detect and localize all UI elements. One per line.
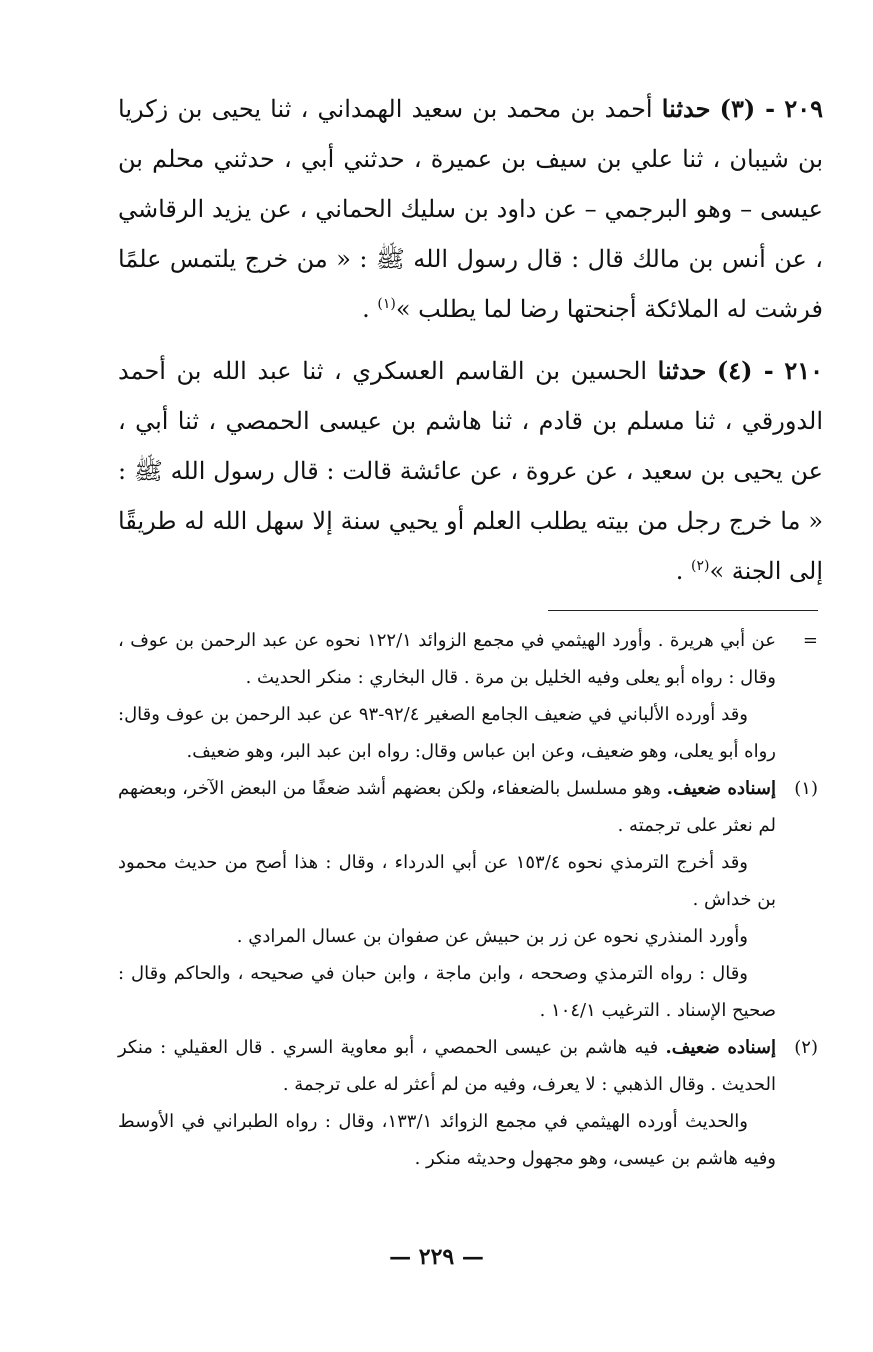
footnote-2 [118, 1029, 818, 1177]
footnote-text: وهو مسلسل بالضعفاء، ولكن بعضهم أشد ضعفًا من البعض الآخر، وبعضهم لم نعثر على ترجمته . [118, 778, 776, 836]
footnote-paragraph: عن أبي هريرة . وأورد الهيثمي في مجمع الزوائد ١٢٢/١ نحوه عن عبد الرحمن بن عوف ، وقال : رواه أبو يعلى وفيه الخليل بن مرة . قال البخاري : منكر الحديث . [118, 630, 776, 688]
main-text [118, 84, 823, 608]
hadith-number: ٢١٠ [784, 356, 823, 385]
footnotes [118, 622, 818, 1177]
footnote-1 [118, 770, 818, 1029]
hadith-210 [118, 346, 823, 596]
footnote-paragraph: وقد أخرج الترمذي نحوه ١٥٣/٤ عن أبي الدرداء ، وقال : هذا أصح من حديث محمود بن خداش . [118, 852, 776, 910]
footnote-lead: إسناده ضعيف. [665, 1037, 776, 1058]
footnote-text: فيه هاشم بن عيسى الحمصي ، أبو معاوية السري . قال العقيلي : منكر الحديث . وقال الذهبي : لا يعرف، وفيه من لم أعثر له على ترجمة . [118, 1037, 776, 1095]
footnote-paragraph: وأورد المنذري نحوه عن زر بن حبيش عن صفوان بن عسال المرادي . [236, 926, 748, 947]
hadith-text: أحمد بن محمد بن سعيد الهمداني ، ثنا يحيى بن زكريا بن شيبان ، ثنا علي بن سيف بن عميرة ، حدثني أبي ، حدثني محلم بن عيسى – وهو البرجمي – عن داود بن سليك الحماني ، عن يزيد الرقاشي ، عن أنس بن مالك قال : قال رسول الله ﷺ : « من خرج يلتمس علمًا فرشت له الملائكة أجنحتها رضا لما يطلب » [118, 95, 823, 323]
hadith-text: الحسين بن القاسم العسكري ، ثنا عبد الله بن أحمد الدورقي ، ثنا مسلم بن قادم ، ثنا هاشم بن عيسى الحمصي ، ثنا أبي ، عن يحيى بن سعيد ، عن عروة ، عن عائشة قالت : قال رسول الله ﷺ : « ما خرج رجل من بيته يطلب العلم أو يحيي سنة إلا سهل الله له طريقًا إلى الجنة » [118, 357, 824, 585]
footnote-lead: إسناده ضعيف. [666, 778, 776, 799]
hadith-lead: حدثنا [661, 94, 711, 123]
hadith-ending: . [675, 557, 684, 585]
page-number: — ٢٢٩ — [389, 1244, 484, 1270]
hadith-sub-number: - (٤) [716, 356, 774, 385]
footnote-marker: (١) [794, 778, 818, 799]
footnote-paragraph: وقال : رواه الترمذي وصححه ، وابن ماجة ، وابن حبان في صحيحه ، والحاكم وقال : صحيح الإسناد . الترغيب ١٠٤/١ . [118, 963, 776, 1021]
hadith-lead: حدثنا [657, 356, 707, 385]
footnote-ref: (٢) [691, 558, 710, 574]
hadith-sub-number: - (٣) [719, 94, 776, 123]
footnote-paragraph: وقد أورده الألباني في ضعيف الجامع الصغير ٩٢/٤-٩٣ عن عبد الرحمن بن عوف وقال: رواه أبو يعلى، وهو ضعيف، وعن ابن عباس وقال: رواه ابن عبد البر، وهو ضعيف. [118, 704, 776, 762]
footnote-marker: = [802, 630, 818, 651]
footnote-divider [548, 610, 818, 611]
hadith-number: ٢٠٩ [784, 94, 824, 123]
hadith-209 [118, 84, 823, 334]
footnote-continuation [118, 622, 818, 770]
footnote-marker: (٢) [794, 1037, 818, 1058]
footnote-paragraph: والحديث أورده الهيثمي في مجمع الزوائد ١٣٣/١، وقال : رواه الطبراني في الأوسط وفيه هاشم بن عيسى، وهو مجهول وحديثه منكر . [118, 1111, 776, 1169]
hadith-ending: . [362, 295, 370, 323]
footnote-ref: (١) [377, 296, 396, 312]
